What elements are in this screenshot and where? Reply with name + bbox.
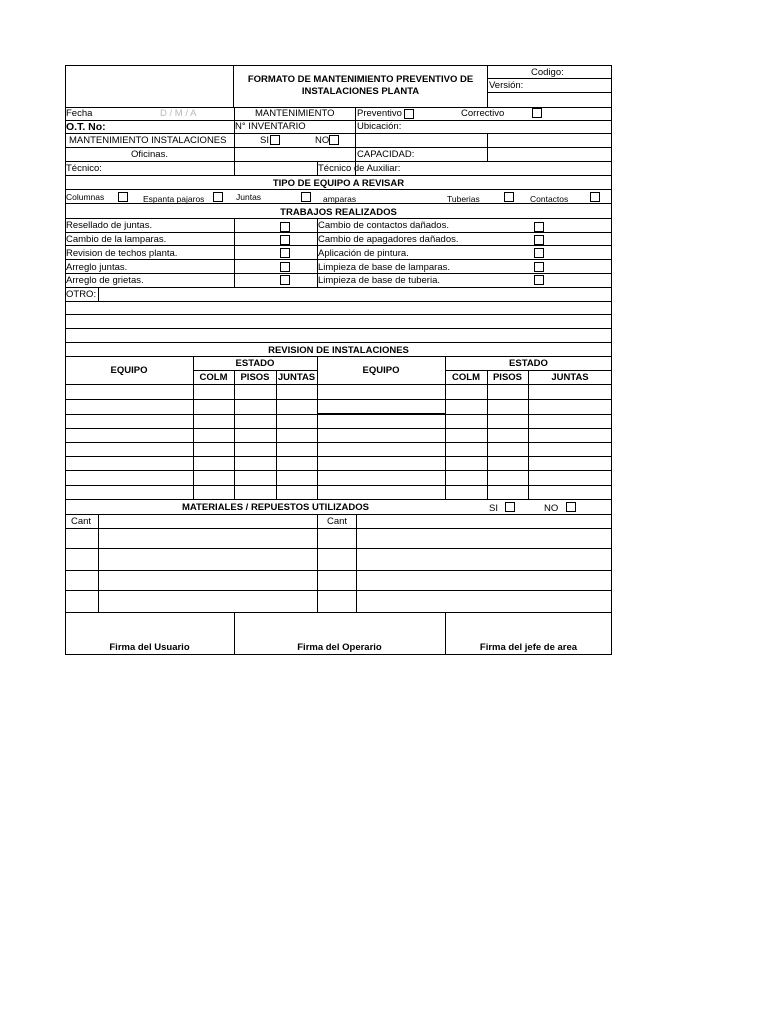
table-row [65, 570, 612, 571]
cant-label: Cant [327, 516, 348, 527]
materiales-si-label: SI [489, 503, 498, 514]
revision-colm-header: COLM [199, 372, 228, 383]
divider [487, 92, 612, 93]
trabajo-left-checkbox[interactable] [280, 275, 290, 285]
fecha-label: Fecha [66, 108, 93, 119]
divider [65, 259, 612, 260]
trabajo-right-checkbox[interactable] [534, 222, 544, 232]
trabajo-left-item: Cambio de la lamparas. [66, 234, 167, 245]
trabajo-left-item: Resellado de juntas. [66, 220, 153, 231]
tipo-tuberias-checkbox[interactable] [504, 192, 514, 202]
table-row [65, 384, 612, 385]
trabajo-left-item: Arreglo juntas. [66, 262, 128, 273]
tipo-equipo-heading: TIPO DE EQUIPO A REVISAR [272, 178, 405, 189]
tipo-juntas-label: Juntas [236, 192, 262, 202]
trabajo-right-checkbox[interactable] [534, 235, 544, 245]
table-row [65, 528, 612, 529]
revision-estado-header: ESTADO [509, 358, 548, 369]
divider [65, 161, 612, 162]
trabajo-left-checkbox[interactable] [280, 262, 290, 272]
ot-label: O.T. No: [66, 121, 106, 133]
revision-equipo-header: EQUIPO [362, 365, 400, 376]
tipo-tuberias-label: Tuberias [447, 194, 480, 204]
divider [276, 370, 277, 499]
trabajo-left-item: Arreglo de grietas. [66, 275, 144, 286]
divider [65, 612, 612, 613]
trabajo-right-item: Cambio de apagadores dañados. [318, 234, 459, 245]
divider [65, 273, 612, 274]
fecha-input[interactable]: D / M / A [160, 108, 197, 119]
revision-heading: REVISION DE INSTALACIONES [268, 345, 409, 356]
mant-instalaciones-label: MANTENIMIENTO INSTALACIONES [69, 135, 227, 146]
table-row [65, 456, 612, 457]
revision-pisos-header: PISOS [240, 372, 270, 383]
trabajo-right-checkbox[interactable] [534, 248, 544, 258]
divider [65, 147, 612, 148]
trabajo-left-checkbox[interactable] [280, 222, 290, 232]
divider [65, 218, 612, 219]
divider [65, 356, 612, 357]
table-row [65, 590, 612, 591]
divider [65, 189, 612, 190]
divider [65, 245, 612, 246]
divider [65, 301, 612, 302]
revision-estado-header: ESTADO [235, 358, 275, 369]
divider [65, 328, 612, 329]
si-label: SI [260, 135, 269, 146]
trabajo-left-checkbox[interactable] [280, 235, 290, 245]
tipo-columnas-label: Columnas [66, 192, 105, 202]
table-row [65, 414, 612, 415]
revision-juntas-header: JUNTAS [277, 372, 316, 383]
trabajo-right-item: Limpieza de base de tuberia. [318, 275, 440, 286]
divider [65, 175, 612, 176]
trabajo-right-checkbox[interactable] [534, 275, 544, 285]
materiales-no-label: NO [544, 503, 559, 514]
divider [234, 218, 235, 287]
trabajo-right-item: Cambio de contactos dañados. [318, 220, 449, 231]
no-label: NO [315, 135, 330, 146]
table-row [65, 499, 612, 500]
tipo-lamparas-label: amparas [323, 194, 357, 204]
table-row [65, 428, 612, 429]
no-checkbox[interactable] [329, 135, 339, 145]
materiales-heading: MATERIALES / REPUESTOS UTILIZADOS [181, 502, 370, 513]
oficinas-label: Oficinas. [131, 149, 168, 160]
tipo-contactos-label: Contactos [530, 194, 569, 204]
trabajo-right-item: Aplicación de pintura. [318, 248, 409, 259]
divider [65, 514, 612, 515]
si-checkbox[interactable] [270, 135, 280, 145]
page-title: FORMATO DE MANTENIMIENTO PREVENTIVO DE [247, 74, 474, 85]
table-row [65, 470, 612, 471]
preventivo-checkbox[interactable] [404, 109, 414, 119]
revision-juntas-header: JUNTAS [551, 372, 589, 383]
divider [487, 133, 488, 161]
tipo-juntas-checkbox[interactable] [301, 192, 311, 202]
divider [193, 370, 317, 371]
revision-equipo-header: EQUIPO [110, 365, 148, 376]
preventivo-label: Preventivo [357, 108, 402, 119]
materiales-si-checkbox[interactable] [505, 502, 515, 512]
correctivo-label: Correctivo [461, 108, 505, 119]
table-row [65, 399, 612, 400]
version-label: Versión: [489, 80, 524, 91]
table-row [65, 485, 612, 486]
divider [98, 287, 99, 301]
tipo-columnas-checkbox[interactable] [118, 192, 128, 202]
divider [65, 232, 612, 233]
capacidad-label: CAPACIDAD: [357, 149, 415, 160]
table-row [65, 548, 612, 549]
divider [65, 342, 612, 343]
divider [487, 65, 488, 107]
divider [65, 314, 612, 315]
tipo-contactos-checkbox[interactable] [590, 192, 600, 202]
trabajo-left-item: Revision de techos planta. [66, 248, 178, 259]
tecnico-auxiliar-label: Técnico de Auxiliar: [318, 163, 401, 174]
divider [65, 287, 612, 288]
table-row [65, 442, 612, 443]
materiales-no-checkbox[interactable] [566, 502, 576, 512]
firma-operario-label: Firma del Operario [297, 642, 382, 653]
codigo-label: Codigo: [531, 67, 564, 78]
divider [65, 133, 612, 134]
trabajo-left-checkbox[interactable] [280, 248, 290, 258]
page-subtitle: INSTALACIONES PLANTA [301, 86, 420, 97]
firma-usuario-label: Firma del Usuario [109, 642, 190, 653]
firma-jefe-label: Firma del jefe de area [479, 642, 578, 653]
inventario-label: N° INVENTARIO [235, 121, 306, 132]
revision-pisos-header: PISOS [492, 372, 523, 383]
divider [528, 370, 529, 499]
trabajo-right-checkbox[interactable] [534, 262, 544, 272]
trabajos-heading: TRABAJOS REALIZADOS [280, 207, 397, 218]
mantenimiento-label: MANTENIMIENTO [255, 108, 335, 119]
trabajo-right-item: Limpieza de base de lamparas. [318, 262, 451, 273]
revision-colm-header: COLM [452, 372, 480, 383]
otro-label: OTRO: [66, 289, 97, 300]
correctivo-checkbox[interactable] [532, 108, 542, 118]
divider [234, 370, 235, 499]
ubicacion-label: Ubicación: [357, 121, 402, 132]
logo-area [66, 66, 233, 107]
tipo-espanta-checkbox[interactable] [213, 192, 223, 202]
divider [234, 107, 235, 175]
tipo-espanta-label: Espanta pajaros [143, 194, 205, 204]
cant-label: Cant [71, 516, 92, 527]
tecnico-label: Técnico: [66, 163, 102, 174]
divider [65, 107, 612, 108]
divider [487, 370, 488, 499]
divider [487, 78, 612, 79]
divider [65, 120, 612, 121]
